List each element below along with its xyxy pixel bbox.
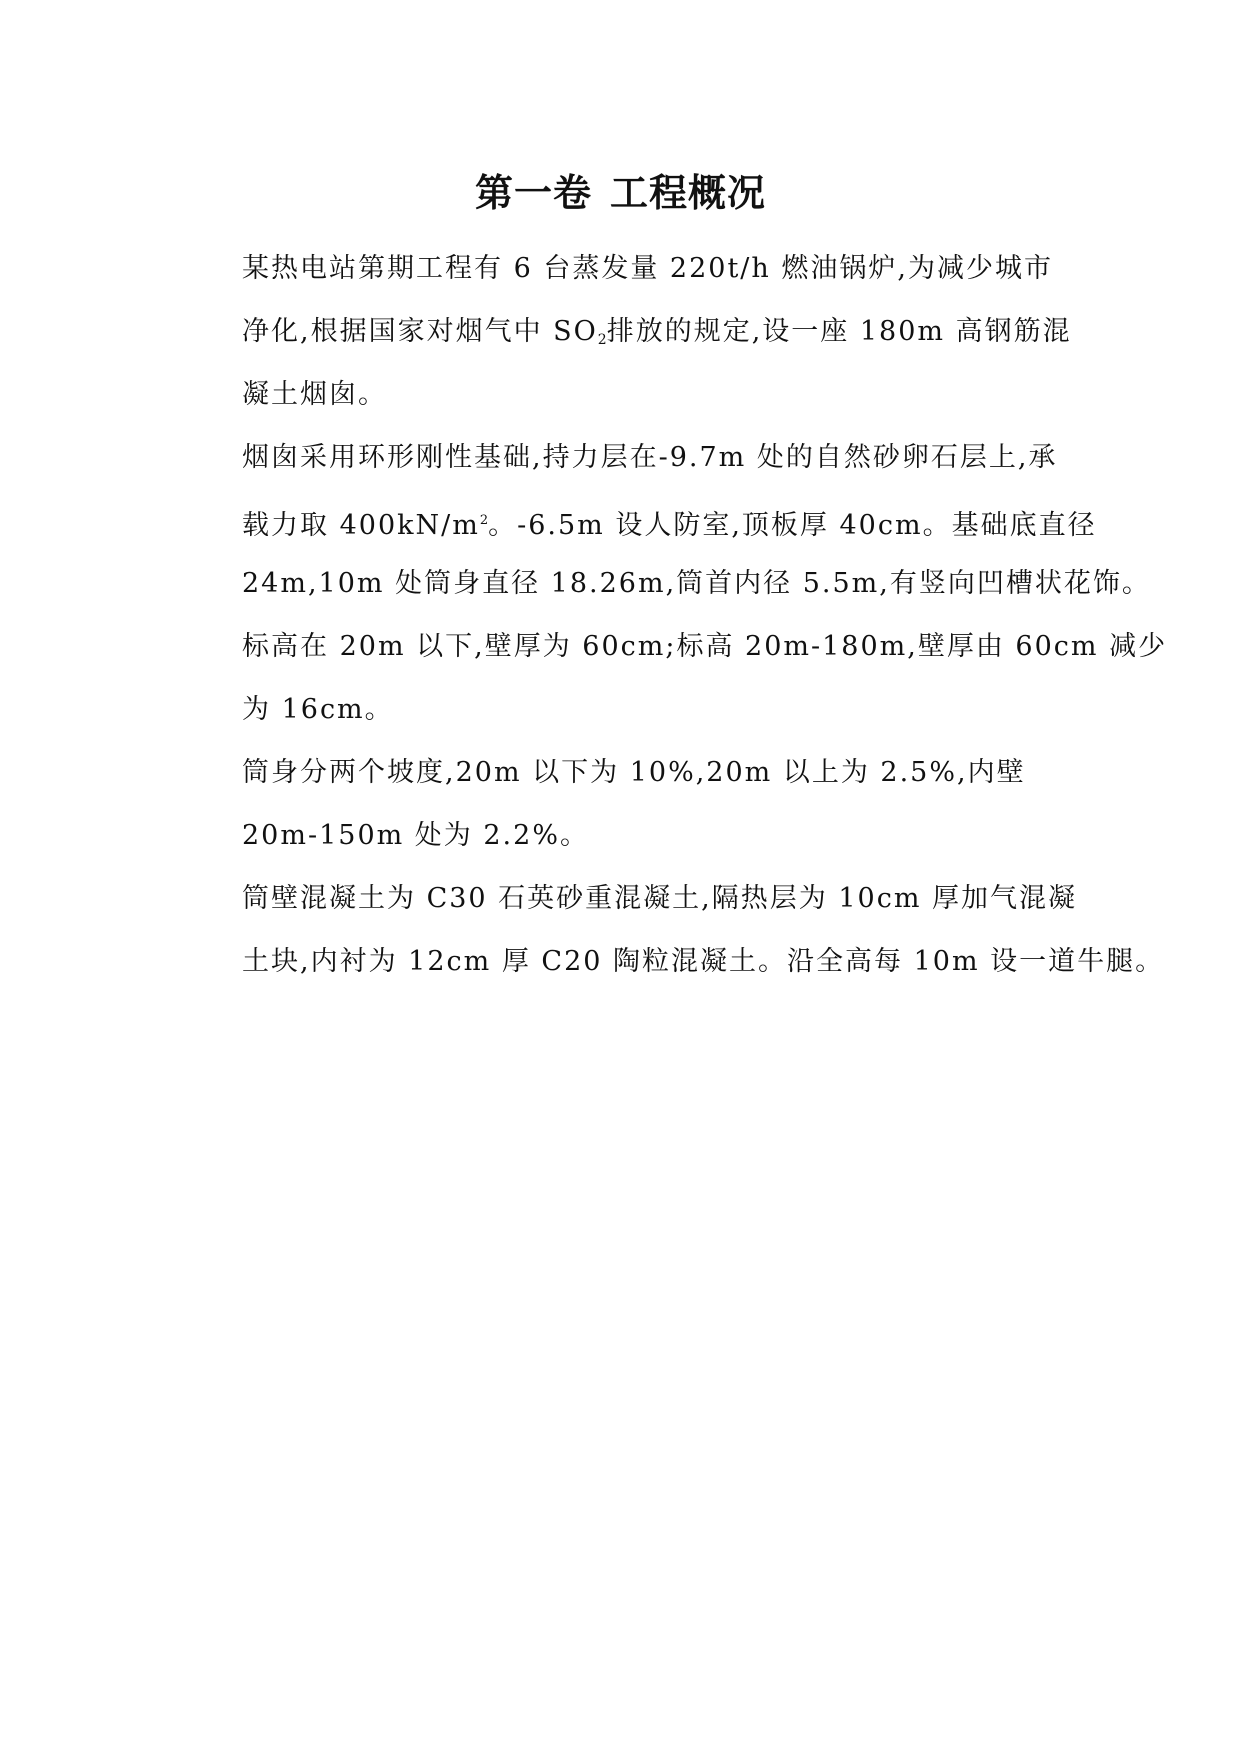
paragraph-3-line-2: 20m-150m 处为 2.2%。 xyxy=(242,820,589,851)
paragraph-4-line-1: 筒壁混凝土为 C30 石英砂重混凝土,隔热层为 10cm 厚加气混凝 xyxy=(242,883,1078,914)
page-title xyxy=(0,168,1241,218)
paragraph-1-line-2 xyxy=(242,311,1072,374)
paragraph-4 xyxy=(242,878,1165,1004)
paragraph-3-line-1: 筒身分两个坡度,20m 以下为 10%,20m 以上为 2.5%,内壁 xyxy=(242,757,1026,788)
paragraph-2-line-2 xyxy=(242,500,1097,563)
paragraph-4-line-2: 土块,内衬为 12cm 厚 C20 陶粒混凝土。沿全高每 10m 设一道牛腿。 xyxy=(242,946,1165,977)
title-heading: 工程概况 xyxy=(610,171,767,215)
paragraph-2-line-3: 24m,10m 处筒身直径 18.26m,筒首内径 5.5m,有竖向凹槽状花饰。 xyxy=(242,568,1151,599)
so2-subscript: 2 xyxy=(597,332,607,348)
paragraph-1-line-2-text-b: 排放的规定,设一座 180m 高钢筋混 xyxy=(606,316,1072,347)
paragraph-1-line-2-text-a: 净化,根据国家对烟气中 SO xyxy=(242,316,598,347)
paragraph-1-line-1: 某热电站第期工程有 6 台蒸发量 220t/h 燃油锅炉,为减少城市 xyxy=(242,253,1053,284)
paragraph-2-line-4: 标高在 20m 以下,壁厚为 60cm;标高 20m-180m,壁厚由 60cm 减少 xyxy=(242,631,1168,662)
paragraph-2-line-2-text-a: 载力取 400kN/m xyxy=(242,510,480,541)
paragraph-2 xyxy=(242,437,1168,752)
paragraph-3 xyxy=(242,752,1062,878)
document-body xyxy=(242,248,1168,1004)
paragraph-1-line-3: 凝土烟囱。 xyxy=(242,379,387,410)
title-volume: 第一卷 xyxy=(474,171,592,215)
paragraph-2-line-5: 为 16cm。 xyxy=(242,694,394,725)
paragraph-2-line-1: 烟囱采用环形刚性基础,持力层在-9.7m 处的自然砂卵石层上,承 xyxy=(242,442,1058,473)
paragraph-2-line-2-text-b: 。-6.5m 设人防室,顶板厚 40cm。基础底直径 xyxy=(488,510,1097,541)
paragraph-1 xyxy=(242,248,1072,437)
m2-superscript: 2 xyxy=(479,513,489,528)
